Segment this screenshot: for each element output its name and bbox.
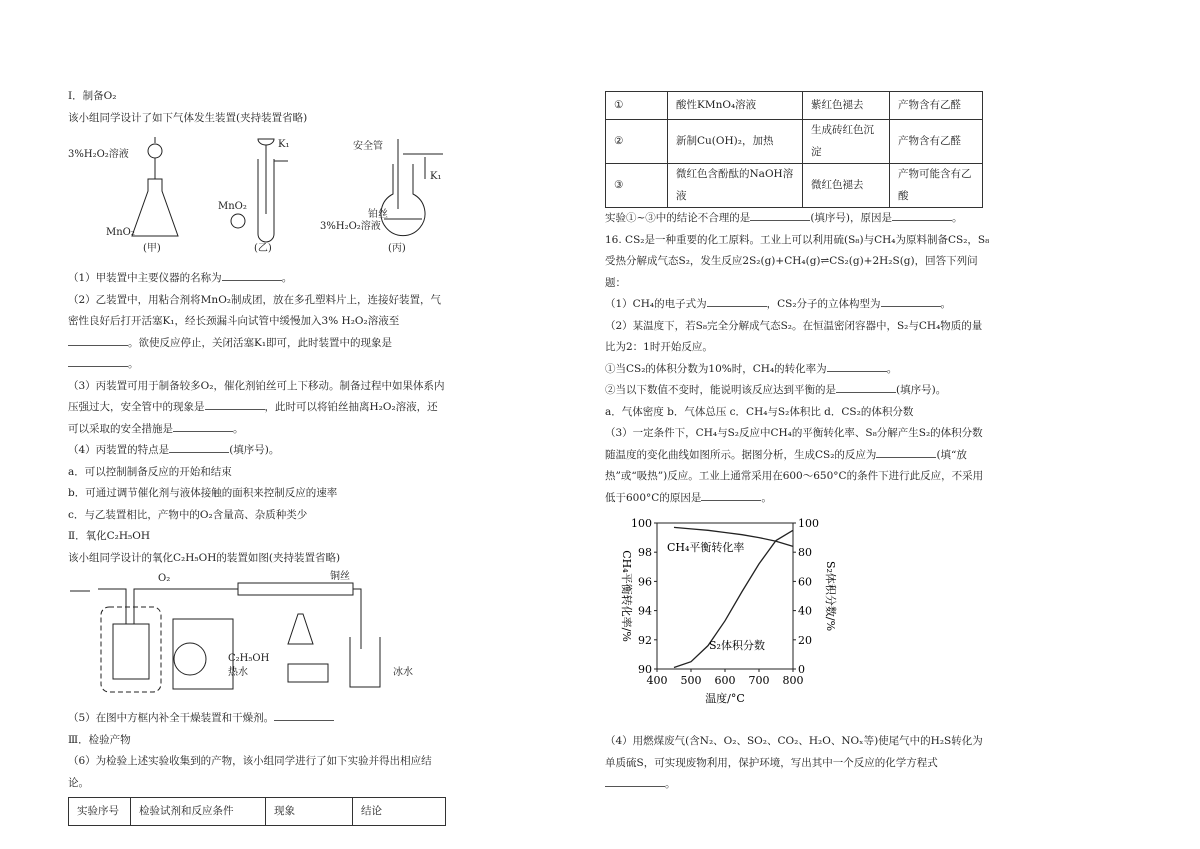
punct: 。 (665, 778, 676, 790)
answer-blank[interactable] (205, 397, 265, 410)
question-4 (68, 440, 448, 462)
answer-blank[interactable] (827, 359, 887, 372)
punct: 。 (952, 212, 963, 224)
answer-blank[interactable] (222, 268, 282, 281)
punct: (填序号)。 (229, 444, 280, 456)
answer-blank[interactable] (707, 294, 767, 307)
table-cell: 生成砖红色沉淀 (803, 120, 890, 164)
table-cell: 产物含有乙醛 (890, 92, 983, 120)
x-axis-label: 温度/°C (705, 692, 745, 705)
label-yi-mno2: MnO₂ (218, 201, 247, 212)
x-tick-label: 500 (680, 674, 702, 687)
punct: 。 (128, 358, 139, 370)
answer-blank[interactable] (892, 208, 952, 221)
table-header-cell: 检验试剂和反应条件 (131, 798, 266, 826)
text: ①当CS₂的体积分数为10%时，CH₄的转化率为 (605, 362, 827, 375)
y2-tick-label: 0 (798, 663, 805, 676)
option-b: b．可通过调节催化剂与液体接触的面积来控制反应的速率 (68, 487, 338, 499)
text: （3）一定条件下，CH₄与S₂反应中CH₄的平衡转化率、S₈分解产生S₂的体积分数随温度的变化曲线如图所示。据图分析，生成CS₂的反应为 (605, 427, 983, 461)
label-hot-water: 热水 (228, 667, 248, 678)
table-cell: 新制Cu(OH)₂，加热 (668, 120, 803, 164)
label-ethanol: C₂H₅OH (228, 653, 270, 664)
question-3-text-b: ，此时可以将铂丝抽离H₂O₂溶液，还可以采取的安全措施是 (68, 401, 438, 435)
question-16-2-2 (605, 380, 990, 402)
y-tick-label: 90 (638, 663, 652, 676)
punct: 。 (886, 362, 898, 375)
question-2-text-a: （2）乙装置中，用粘合剂将MnO₂制成团，放在多孔塑料片上，连接好装置，气密性良好后打开活塞K₁，经长颈漏斗向试管中缓慢加入3% H₂O₂溶液至 (68, 293, 442, 327)
y-tick-label: 96 (638, 575, 652, 589)
table-row (606, 92, 983, 120)
text: 实验①~③中的结论不合理的是 (605, 212, 751, 224)
question-16-1 (605, 294, 990, 316)
answer-blank[interactable] (836, 380, 896, 393)
y2-tick-label: 40 (798, 604, 812, 618)
answer-blank[interactable] (605, 774, 665, 787)
y-tick-label: 94 (638, 604, 652, 618)
label-jia-h2o2: 3%H₂O₂溶液 (68, 149, 129, 160)
x-tick-label: 400 (646, 674, 668, 687)
answer-blank[interactable] (68, 333, 128, 346)
x-tick-label: 600 (714, 674, 736, 687)
question-6: （6）为检验上述实验收集到的产物，该小组同学进行了如下实验并得出相应结论。 (68, 755, 432, 789)
section-1-intro: 该小组同学设计了如下气体发生装置(夹持装置省略) (68, 111, 308, 124)
section-1-title: Ⅰ．制备O₂ (68, 90, 117, 102)
label-jia: (甲) (143, 243, 161, 254)
question-16-stem: 16. CS₂是一种重要的化工原料。工业上可以利用硫(S₈)与CH₄为原料制备CS₂，S₈受热分解成气态S₂，发生反应2S₂(g)+CH₄(g)⇌CS₂(g)+2H₂S(g)，回答下列问题： (605, 233, 990, 289)
table-row (606, 164, 983, 208)
table-header-cell: 现象 (266, 798, 353, 826)
option-a: a．可以控制制备反应的开始和结束 (68, 465, 232, 478)
text: （4）用燃煤废气(含N₂、O₂、SO₂、CO₂、H₂O、NOₓ等)使尾气中的H₂S转化为单质硫S，可实现废物利用，保护环境，写出其中一个反应的化学方程式 (605, 735, 983, 769)
right-column (605, 86, 990, 796)
y2-tick-label: 80 (798, 546, 812, 560)
y-tick-label: 92 (638, 633, 652, 647)
series-label-ch4: CH₄平衡转化率 (667, 541, 745, 554)
label-copper-wire: 铜丝 (330, 571, 350, 582)
question-5-text: （5）在图中方框内补全干燥装置和干燥剂。 (68, 712, 275, 724)
table-header-row (69, 798, 446, 826)
question-2-text-b: 。欲使反应停止，关闭活塞K₁即可，此时装置中的现象是 (128, 336, 393, 349)
y-axis-label: CH₄平衡转化率/% (620, 550, 633, 642)
label-bing-k: K₁ (430, 171, 442, 182)
punct: 。 (761, 491, 772, 504)
answer-blank[interactable] (68, 354, 128, 367)
punct: 。 (233, 422, 244, 435)
question-3 (68, 376, 448, 441)
answer-blank[interactable] (881, 294, 941, 307)
table-cell: 酸性KMnO₄溶液 (668, 92, 803, 120)
x-tick-label: 800 (782, 674, 804, 687)
answer-blank[interactable] (169, 440, 229, 453)
gas-generator-apparatus-figure (68, 129, 448, 254)
label-jia-mno2: MnO₂ (106, 227, 135, 238)
table-cell: 产物可能含有乙酸 (890, 164, 983, 208)
section-2-title: Ⅱ．氧化C₂H₅OH (68, 530, 151, 542)
ethanol-oxidation-apparatus-figure (68, 569, 448, 694)
option-c: c．与乙装置相比，产物中的O₂含量高、杂质种类少 (68, 508, 308, 521)
label-bing: (丙) (388, 243, 406, 254)
table-cell: 产物含有乙醛 (890, 120, 983, 164)
question-1 (68, 268, 448, 290)
table-cell: 紫红色褪去 (803, 92, 890, 120)
y2-tick-label: 100 (798, 517, 819, 530)
y-tick-label: 98 (638, 546, 652, 560)
y2-tick-label: 20 (798, 633, 812, 647)
experiment-table-header (68, 797, 446, 826)
table-cell: ③ (606, 164, 668, 208)
question-16-2-1 (605, 359, 990, 381)
table-cell: ① (606, 92, 668, 120)
label-bing-h2o2: 3%H₂O₂溶液 (320, 221, 381, 232)
question-3-text-a: （3）丙装置可用于制备较多O₂，催化剂铂丝可上下移动。制备过程中如果体系内压强过大，安全管中的现象是 (68, 379, 445, 413)
table-cell: 微红色褪去 (803, 164, 890, 208)
question-16-2-options: a．气体密度 b．气体总压 c．CH₄与S₂体积比 d．CS₂的体积分数 (605, 405, 914, 418)
label-yi-k: K₁ (278, 139, 290, 150)
series-label-s2: S₂体积分数 (709, 639, 765, 652)
text: (填“放热”或“吸热”)反应。工业上通常采用在600～650°C的条件下进行此反应，不采用低于600°C的原因是 (605, 448, 984, 504)
table-cell: ② (606, 120, 668, 164)
y2-tick-label: 60 (798, 575, 812, 589)
text: ，CS₂分子的立体构型为 (766, 298, 881, 310)
label-yi: (乙) (254, 243, 272, 254)
table-cell: 微红色含酚酞的NaOH溶液 (668, 164, 803, 208)
y2-axis-label: S₂体积分数/% (824, 560, 837, 632)
question-4-text: （4）丙装置的特点是 (68, 444, 170, 456)
question-5 (68, 708, 448, 730)
text: (填序号)，原因是 (810, 212, 893, 224)
answer-blank[interactable] (750, 208, 810, 221)
punct: (填序号)。 (896, 384, 947, 396)
table-header-cell: 结论 (353, 798, 446, 826)
table-row (606, 120, 983, 164)
question-16-3 (605, 423, 990, 509)
answer-blank[interactable] (173, 419, 233, 432)
answer-blank[interactable] (876, 445, 936, 458)
temperature-chart (605, 511, 835, 711)
answer-blank[interactable] (701, 488, 761, 501)
question-16-2: （2）某温度下，若S₈完全分解成气态S₂。在恒温密闭容器中，S₂与CH₄物质的量比为2：1时开始反应。 (605, 319, 983, 353)
question-16-4 (605, 731, 990, 796)
section-3-title: Ⅲ．检验产物 (68, 733, 131, 746)
y-tick-label: 100 (631, 517, 652, 530)
text: （1）CH₄的电子式为 (605, 298, 707, 310)
question-1-text: （1）甲装置中主要仪器的名称为 (68, 272, 222, 284)
text: ②当以下数值不变时，能说明该反应达到平衡的是 (605, 384, 836, 396)
section-2-intro: 该小组同学设计的氧化C₂H₅OH的装置如图(夹持装置省略) (68, 551, 341, 564)
table-header-cell: 实验序号 (69, 798, 131, 826)
question-2 (68, 290, 448, 376)
left-column (68, 86, 448, 826)
label-bing-tube: 安全管 (353, 141, 383, 152)
experiment-table-body (605, 91, 983, 208)
punct: 。 (940, 298, 952, 310)
x-tick-label: 700 (748, 674, 770, 687)
answer-blank[interactable] (274, 708, 334, 721)
punct: 。 (281, 272, 293, 284)
question-6-followup (605, 208, 990, 230)
label-bing-pt: 铂丝 (368, 209, 388, 220)
label-o2: O₂ (158, 573, 171, 584)
label-ice-water: 冰水 (393, 667, 413, 678)
